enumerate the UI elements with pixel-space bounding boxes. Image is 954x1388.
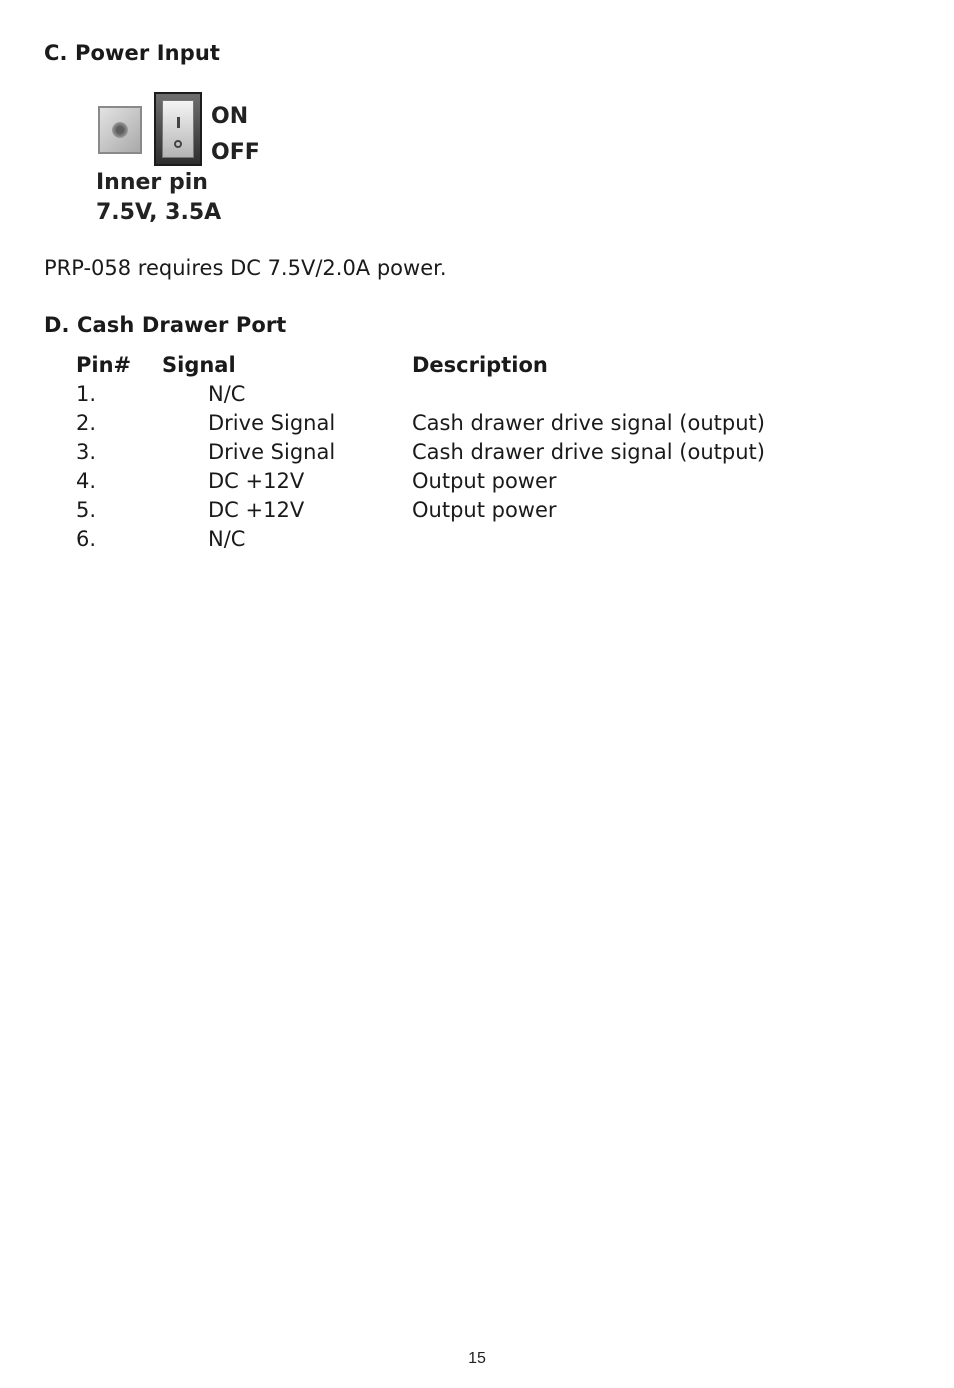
pin-signal: N/C [208,527,246,551]
table-row [76,411,836,440]
pin-signal: Drive Signal [208,440,336,464]
table-header-row [76,353,836,382]
dc-jack-hole-icon [112,122,128,138]
jack-label: Inner pin [96,170,208,195]
power-switch-icon [154,92,202,166]
dc-jack-icon [98,106,142,154]
pin-description: Output power [412,469,557,493]
switch-rocker-icon [162,100,194,158]
column-header-description: Description [412,353,548,377]
column-header-pin: Pin# [76,353,132,377]
column-header-signal: Signal [162,353,236,377]
power-input-figure [92,90,267,230]
table-row [76,498,836,527]
cash-drawer-pin-table [76,353,836,556]
section-heading-power-input: C. Power Input [44,41,221,65]
pin-number: 3. [76,440,97,464]
pin-description: Output power [412,498,557,522]
table-row [76,440,836,469]
pin-signal: DC +12V [208,469,305,493]
switch-off-label: OFF [211,140,260,165]
pin-signal: Drive Signal [208,411,336,435]
pin-description: Cash drawer drive signal (output) [412,411,765,435]
table-row [76,469,836,498]
pin-number: 4. [76,469,97,493]
pin-number: 1. [76,382,97,406]
pin-number: 6. [76,527,97,551]
switch-off-mark-icon [174,140,182,148]
switch-on-label: ON [211,104,249,129]
page-number: 15 [468,1350,486,1367]
pin-number: 5. [76,498,97,522]
section-heading-cash-drawer-port: D. Cash Drawer Port [44,313,287,337]
pin-description: Cash drawer drive signal (output) [412,440,765,464]
table-row [76,527,836,556]
pin-number: 2. [76,411,97,435]
switch-on-mark-icon [177,117,180,128]
pin-signal: DC +12V [208,498,305,522]
table-row [76,382,836,411]
jack-spec-label: 7.5V, 3.5A [96,200,222,225]
power-requirement-text: PRP-058 requires DC 7.5V/2.0A power. [44,256,447,280]
pin-signal: N/C [208,382,246,406]
